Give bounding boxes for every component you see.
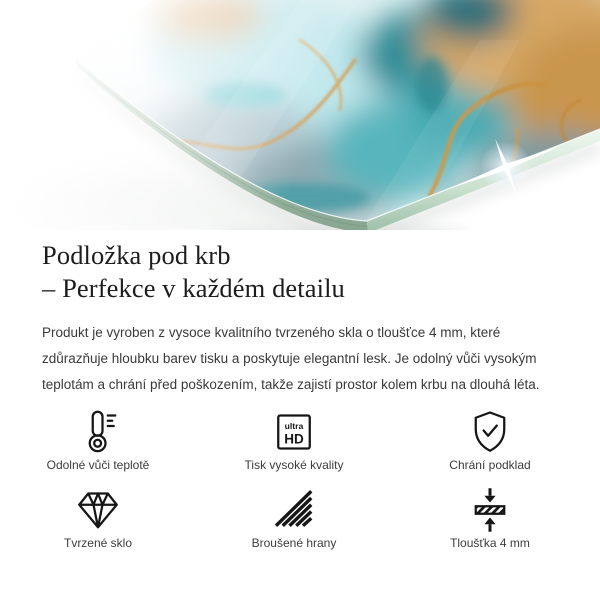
beveled-edges-icon [270, 486, 318, 534]
feature-heat-resistance [0, 408, 196, 486]
product-copy [0, 239, 600, 398]
feature-label: Chrání podklad [449, 458, 531, 472]
title-line-1: Podložka pod krb [42, 240, 231, 270]
feature-label: Tvrzené sklo [63, 536, 133, 550]
feature-label: Broušené hrany [251, 536, 337, 550]
diamond-icon [74, 486, 122, 534]
feature-label: Tisk vysoké kvality [244, 458, 344, 472]
feature-grid [0, 408, 600, 564]
title-line-2: – Perfekce v každém detailu [42, 273, 345, 303]
feature-label: Tloušťka 4 mm [450, 536, 530, 550]
feature-polished-edges [196, 486, 392, 564]
product-photo-glass-panel [0, 0, 600, 230]
thickness-icon [466, 486, 514, 534]
page-title [42, 239, 570, 305]
feature-print-quality [196, 408, 392, 486]
feature-protects-surface [392, 408, 588, 486]
feature-thickness [392, 486, 588, 564]
shield-check-icon [466, 408, 514, 456]
white-fade-overlay [0, 0, 600, 230]
ultra-hd-text-bottom: HD [284, 431, 304, 447]
thermometer-icon [74, 408, 122, 456]
feature-tempered-glass [0, 486, 196, 564]
ultra-hd-text-top: ultra [284, 421, 304, 431]
product-description: Produkt je vyroben z vysoce kvalitního tvrzeného skla o tloušťce 4 mm, které zdůrazňuje hloubku barev tisku a poskytuje elegantní lesk. Je odolný vůči vysokým teplotám a chrání před poškozením, takže zajistí prostor kolem krbu na dlouhá léta. [42, 325, 540, 392]
ultra-hd-icon [270, 408, 318, 456]
feature-label: Odolné vůči teplotě [46, 458, 150, 472]
